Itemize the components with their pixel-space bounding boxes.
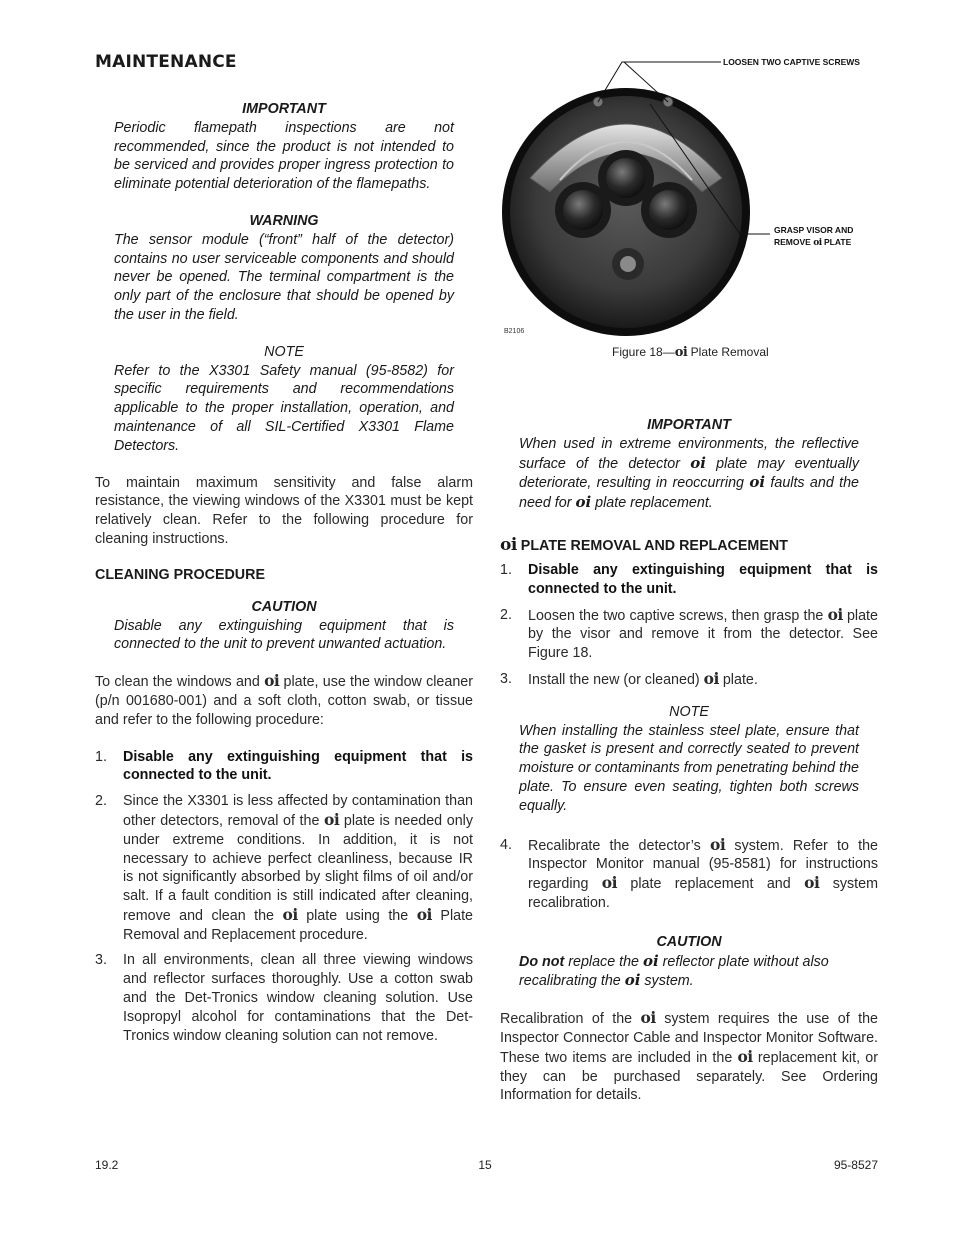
oi-logo: oi xyxy=(601,873,618,893)
note-text: When installing the stainless steel plate, ensure that the gasket is present and correctly seated to prevent moisture or contaminants from penetrating behind the plate. To ensure even seating, tighten both screws equally. xyxy=(519,722,859,814)
text-part: replace the xyxy=(568,953,639,970)
oi-logo: oi xyxy=(674,345,688,360)
removal-steps xyxy=(500,561,878,690)
oi-logo: oi xyxy=(324,809,340,829)
figure-caption xyxy=(612,345,769,360)
figure-label-visor-b: REMOVE xyxy=(774,237,811,247)
caption-b: Plate Removal xyxy=(690,345,769,359)
list-item xyxy=(500,561,878,599)
note-text: Refer to the X3301 Safety manual (95-8582) for specific requirements and recommendations applicable to the proper installation, operation, and maintenance of all SIL-Certified X3301 Flame Detectors. xyxy=(114,362,454,454)
figure-label-visor xyxy=(774,224,853,249)
oi-logo: oi xyxy=(640,1008,656,1028)
step-number: 4. xyxy=(500,836,512,853)
oi-logo: oi xyxy=(737,1046,753,1066)
important-notice-2 xyxy=(519,416,859,513)
list-item xyxy=(95,792,473,944)
step-number: 3. xyxy=(500,670,512,687)
plate-removal-heading xyxy=(500,535,878,555)
oi-logo: oi xyxy=(813,238,822,248)
step-text: In all environments, clean all three viewing windows and reflector surfaces thoroughly. Use a cotton swab and the Det-Tronics window cleaning solution. Use Isopropyl alcohol for contaminations that the Det-Tronics window cleaning solution can not remove. xyxy=(123,952,473,1044)
oi-logo: oi xyxy=(827,604,843,624)
detector-photo xyxy=(500,52,900,352)
cleaning-intro xyxy=(95,672,473,729)
maintenance-intro: To maintain maximum sensitivity and false alarm resistance, the viewing windows of the X3301 must be kept relatively clean. Refer to the following procedure for cleaning instructions. xyxy=(95,474,473,547)
text-part: system. xyxy=(644,973,694,990)
section-title: MAINTENANCE xyxy=(95,52,237,72)
oi-logo: oi xyxy=(642,951,659,970)
important-text: Periodic flamepath inspections are not recommended, since the product is not intended to be serviced and provides proper ingress protection to eliminate potential deterioration of the flamepaths. xyxy=(114,119,454,193)
figure-18 xyxy=(500,52,900,372)
text-part: Recalibration of the xyxy=(500,1011,633,1028)
warning-notice xyxy=(114,212,454,325)
caution-bold: Do not xyxy=(519,953,565,970)
warning-text: The sensor module (“front” half of the detector) contains no user serviceable components and should never be opened. The terminal compartment is the only part of the enclosure that should be opened by the user in the field. xyxy=(114,231,454,323)
step-text: plate. xyxy=(722,671,758,688)
oi-logo: oi xyxy=(500,534,517,555)
cleaning-steps xyxy=(95,748,473,1046)
step-text: Loosen the two captive screws, then grasp the xyxy=(528,607,824,624)
text-part: When used in extreme environments, the reflective surface of the detector xyxy=(519,435,859,472)
cleaning-intro-b: plate, use the window cleaner (p/n 001680-001) and a soft cloth, cotton swab, or tissue and refer to the following procedure: xyxy=(95,674,473,728)
text-part: reflector plate without also recalibrating the xyxy=(519,953,829,990)
list-item xyxy=(500,836,878,913)
note-notice-2 xyxy=(519,703,859,816)
oi-logo: oi xyxy=(703,668,719,688)
note-heading: NOTE xyxy=(264,343,304,360)
text-part: faults and the need for xyxy=(519,475,859,512)
step-text: Disable any extinguishing equipment that is connected to the unit. xyxy=(528,561,878,597)
step-text: system. Refer to the Inspector Monitor manual (95-8581) for instructions regarding xyxy=(528,837,878,893)
list-item xyxy=(95,748,473,786)
list-item xyxy=(95,951,473,1045)
oi-logo: oi xyxy=(624,971,641,990)
figure-id: B2106 xyxy=(504,328,525,335)
cleaning-procedure-heading: CLEANING PROCEDURE xyxy=(95,566,265,583)
recalibration-paragraph xyxy=(500,1009,878,1105)
step-text: Recalibrate the detector’s xyxy=(528,837,701,854)
oi-logo: oi xyxy=(690,453,706,472)
left-column xyxy=(95,52,473,1052)
caution-notice xyxy=(114,598,454,654)
viewing-window-right xyxy=(649,190,689,230)
list-item xyxy=(500,606,878,663)
caution-heading: CAUTION xyxy=(656,933,722,950)
oi-logo: oi xyxy=(264,671,280,691)
figure-label-visor-a: GRASP VISOR AND xyxy=(774,225,854,235)
removal-steps-continued xyxy=(500,836,878,913)
warning-heading: WARNING xyxy=(249,212,319,229)
text-part: replacement kit, or they can be purchased separately. See Ordering Information for details. xyxy=(500,1049,878,1104)
list-item xyxy=(500,670,878,690)
step-text: Since the X3301 is less affected by contamination than other detectors, removal of the xyxy=(123,793,473,829)
viewing-window-center xyxy=(606,158,646,198)
oi-logo: oi xyxy=(710,834,726,854)
important-text xyxy=(519,435,859,513)
step-text: plate using the xyxy=(306,907,409,924)
step-text: Disable any extinguishing equipment that is connected to the unit. xyxy=(123,748,473,784)
caution-notice-2 xyxy=(519,933,859,991)
step-text: Install the new (or cleaned) xyxy=(528,671,700,688)
step-number: 1. xyxy=(95,748,107,765)
important-heading: IMPORTANT xyxy=(647,417,731,433)
plate-removal-title: PLATE REMOVAL AND REPLACEMENT xyxy=(520,537,788,554)
test-lamp-window xyxy=(620,256,636,272)
oi-logo: oi xyxy=(749,473,766,492)
caution-text: Disable any extinguishing equipment that is connected to the unit to prevent unwanted actuation. xyxy=(114,617,454,653)
figure-label-visor-c: PLATE xyxy=(824,237,852,247)
figure-label-screws: LOOSEN TWO CAPTIVE SCREWS xyxy=(723,57,860,67)
note-heading: NOTE xyxy=(669,703,709,720)
step-text: plate by the visor and remove it from the detector. See Figure 18. xyxy=(528,607,878,662)
step-text: plate is needed only under extreme conditions. In addition, it is not necessary to achieve perfect cleanliness, because IR is not significantly absorbed by slight films of oil and/or salt. If a fault condition is still indicated after cleaning, remove and clean the xyxy=(123,812,473,924)
cleaning-intro-a: To clean the windows and xyxy=(95,674,260,691)
caption-a: Figure 18— xyxy=(612,345,675,359)
step-number: 3. xyxy=(95,952,107,969)
oi-logo: oi xyxy=(282,904,298,924)
caution-heading: CAUTION xyxy=(251,598,317,615)
important-heading: IMPORTANT xyxy=(242,101,326,117)
oi-logo: oi xyxy=(416,904,432,924)
step-text: Plate Removal and Replacement procedure. xyxy=(123,907,473,943)
caution-text xyxy=(519,952,859,992)
footer-revision: 19.2 xyxy=(95,1158,119,1172)
step-number: 2. xyxy=(95,793,107,810)
text-part: plate may eventually deteriorate, resulting in reoccurring xyxy=(519,455,859,492)
footer-doc-number: 95-8527 xyxy=(833,1158,878,1172)
footer-page-number: 15 xyxy=(478,1158,492,1172)
step-number: 1. xyxy=(500,561,512,578)
important-notice xyxy=(114,100,454,194)
oi-logo: oi xyxy=(575,493,592,512)
step-number: 2. xyxy=(500,606,512,623)
right-column xyxy=(500,416,878,1105)
note-notice xyxy=(114,343,454,456)
step-text: system recalibration. xyxy=(528,876,879,911)
viewing-window-left xyxy=(563,190,603,230)
step-text: plate replacement and xyxy=(630,876,791,893)
oi-logo: oi xyxy=(804,873,820,893)
text-part: plate replacement. xyxy=(595,495,713,512)
text-part: system requires the use of the Inspector Connector Cable and Inspector Monitor Software. These two items are included in the xyxy=(500,1011,879,1066)
